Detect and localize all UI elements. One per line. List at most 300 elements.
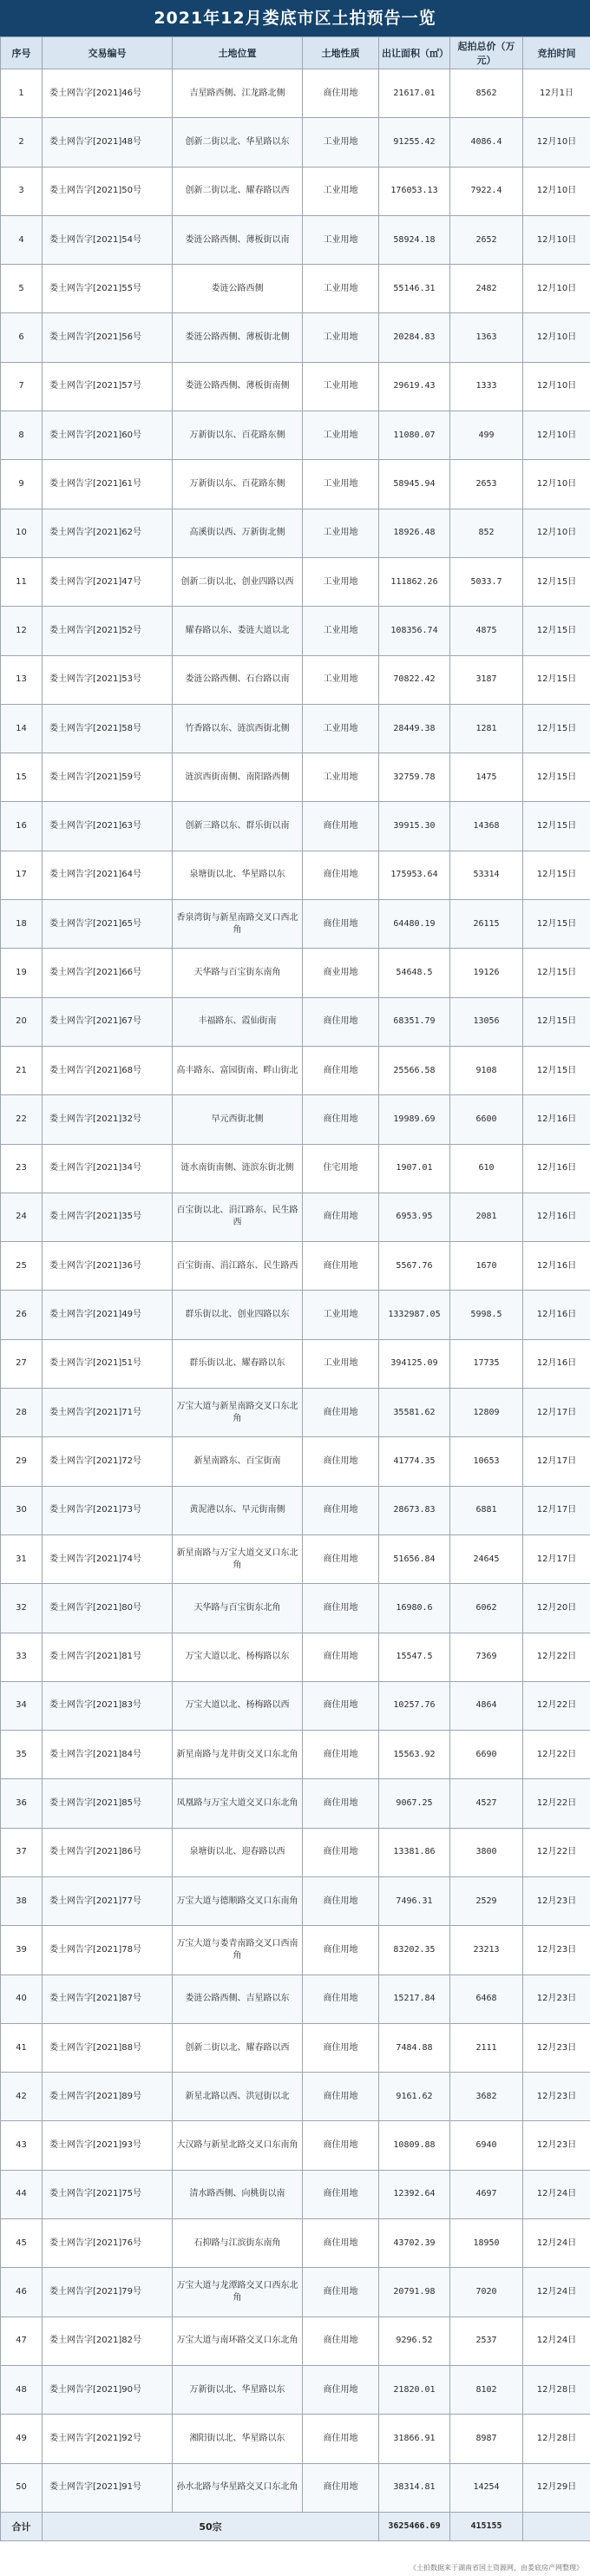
row-location: 万宝大道以北、杨梅路以西	[173, 1681, 303, 1730]
row-location: 竹香路以东、涟滨西街北侧	[173, 704, 303, 752]
row-land-type: 商住用地	[303, 2365, 379, 2414]
row-location: 万新街以东、百花路东侧	[173, 460, 303, 509]
table-row	[1, 851, 590, 899]
page-title: 2021年12月娄底市区土拍预告一览	[0, 0, 590, 36]
row-land-type: 工业用地	[303, 167, 379, 215]
row-land-type: 商住用地	[303, 2415, 379, 2463]
row-land-type: 商住用地	[303, 1731, 379, 1779]
row-index: 47	[1, 2316, 43, 2365]
row-date: 12月22日	[523, 1731, 590, 1779]
row-date: 12月10日	[523, 411, 590, 460]
row-price: 10653	[450, 1437, 523, 1486]
land-auction-table	[0, 36, 590, 2541]
row-date: 12月15日	[523, 900, 590, 949]
row-price: 24645	[450, 1534, 523, 1583]
table-row	[1, 1584, 590, 1633]
row-date: 12月16日	[523, 1339, 590, 1388]
row-area: 9161.62	[379, 2073, 450, 2121]
row-location: 万宝大道与龙潭路交叉口西东北角	[173, 2268, 303, 2316]
row-code: 娄土网告字[2021]34号	[43, 1144, 173, 1193]
row-location: 湘阳街以北、华星路以东	[173, 2415, 303, 2463]
row-price: 9108	[450, 1046, 523, 1094]
row-price: 19126	[450, 949, 523, 997]
row-land-type: 商住用地	[303, 1584, 379, 1633]
row-area: 12392.64	[379, 2170, 450, 2218]
row-price: 2652	[450, 215, 523, 264]
row-land-type: 商住用地	[303, 1779, 379, 1828]
row-code: 娄土网告字[2021]54号	[43, 215, 173, 264]
row-price: 8987	[450, 2415, 523, 2463]
row-index: 46	[1, 2268, 43, 2316]
row-land-type: 工业用地	[303, 215, 379, 264]
table-row	[1, 362, 590, 411]
row-price: 1363	[450, 313, 523, 362]
row-location: 黄泥港以东、早元街南侧	[173, 1486, 303, 1534]
row-area: 175953.64	[379, 851, 450, 899]
row-index: 31	[1, 1534, 43, 1583]
row-index: 6	[1, 313, 43, 362]
row-location: 耀春路以东、娄涟大道以北	[173, 607, 303, 655]
row-price: 6468	[450, 1975, 523, 2023]
row-index: 9	[1, 460, 43, 509]
row-area: 70822.42	[379, 655, 450, 704]
table-row	[1, 265, 590, 313]
row-land-type: 工业用地	[303, 460, 379, 509]
row-price: 2081	[450, 1193, 523, 1241]
row-land-type: 工业用地	[303, 557, 379, 606]
row-price: 18950	[450, 2219, 523, 2268]
row-land-type: 商住用地	[303, 2170, 379, 2218]
row-code: 娄土网告字[2021]92号	[43, 2415, 173, 2463]
table-row	[1, 802, 590, 851]
row-index: 37	[1, 1828, 43, 1876]
table-row	[1, 1291, 590, 1339]
table-row	[1, 2415, 590, 2463]
row-code: 娄土网告字[2021]77号	[43, 1876, 173, 1925]
row-price: 2529	[450, 1876, 523, 1925]
row-area: 18926.48	[379, 509, 450, 557]
row-land-type: 商业用地	[303, 949, 379, 997]
row-area: 176053.13	[379, 167, 450, 215]
row-price: 5998.5	[450, 1291, 523, 1339]
row-price: 23213	[450, 1926, 523, 1975]
row-price: 2653	[450, 460, 523, 509]
row-land-type: 工业用地	[303, 704, 379, 752]
row-location: 万宝大道以北、杨梅路以东	[173, 1633, 303, 1681]
row-code: 娄土网告字[2021]71号	[43, 1389, 173, 1437]
row-date: 12月10日	[523, 215, 590, 264]
row-date: 12月16日	[523, 1291, 590, 1339]
row-location: 万新街以东、百花路东侧	[173, 411, 303, 460]
row-date: 12月23日	[523, 2121, 590, 2170]
row-code: 娄土网告字[2021]93号	[43, 2121, 173, 2170]
table-row	[1, 1681, 590, 1730]
row-location: 石抑路与江滨街东南角	[173, 2219, 303, 2268]
row-index: 36	[1, 1779, 43, 1828]
table-row	[1, 1486, 590, 1534]
row-land-type: 商住用地	[303, 2121, 379, 2170]
row-location: 新星南路与龙井街交叉口东北角	[173, 1731, 303, 1779]
row-price: 26115	[450, 900, 523, 949]
row-date: 12月23日	[523, 1975, 590, 2023]
row-location: 高溪街以西、万新街北侧	[173, 509, 303, 557]
row-location: 清水路西侧、向桃街以南	[173, 2170, 303, 2218]
row-date: 12月22日	[523, 1633, 590, 1681]
row-date: 12月17日	[523, 1437, 590, 1486]
row-land-type: 商住用地	[303, 1046, 379, 1094]
row-code: 娄土网告字[2021]55号	[43, 265, 173, 313]
row-land-type: 工业用地	[303, 313, 379, 362]
row-index: 40	[1, 1975, 43, 2023]
row-land-type: 商住用地	[303, 1975, 379, 2023]
row-price: 2111	[450, 2023, 523, 2072]
table-row	[1, 2170, 590, 2218]
row-index: 16	[1, 802, 43, 851]
row-land-type: 工业用地	[303, 655, 379, 704]
table-row	[1, 1437, 590, 1486]
row-date: 12月16日	[523, 1095, 590, 1144]
row-land-type: 商住用地	[303, 997, 379, 1046]
row-location: 娄涟公路西侧	[173, 265, 303, 313]
row-location: 娄涟公路西侧、薄板街北侧	[173, 313, 303, 362]
row-index: 41	[1, 2023, 43, 2072]
row-index: 32	[1, 1584, 43, 1633]
row-date: 12月10日	[523, 509, 590, 557]
row-index: 25	[1, 1242, 43, 1291]
row-land-type: 工业用地	[303, 362, 379, 411]
table-row	[1, 1633, 590, 1681]
row-area: 29619.43	[379, 362, 450, 411]
row-index: 5	[1, 265, 43, 313]
table-row	[1, 1975, 590, 2023]
row-index: 22	[1, 1095, 43, 1144]
row-land-type: 工业用地	[303, 509, 379, 557]
row-area: 28449.38	[379, 704, 450, 752]
row-code: 娄土网告字[2021]89号	[43, 2073, 173, 2121]
row-code: 娄土网告字[2021]59号	[43, 753, 173, 802]
row-index: 34	[1, 1681, 43, 1730]
table-row	[1, 655, 590, 704]
row-index: 44	[1, 2170, 43, 2218]
table-row	[1, 118, 590, 167]
row-location: 创新二街以北、耀春路以西	[173, 2023, 303, 2072]
row-price: 4527	[450, 1779, 523, 1828]
row-location: 万宝大道与新星南路交叉口东北角	[173, 1389, 303, 1437]
row-area: 394125.09	[379, 1339, 450, 1388]
row-index: 2	[1, 118, 43, 167]
row-date: 12月15日	[523, 802, 590, 851]
row-date: 12月15日	[523, 557, 590, 606]
row-land-type: 商住用地	[303, 2073, 379, 2121]
row-location: 新星南路与万宝大道交叉口东北角	[173, 1534, 303, 1583]
row-date: 12月16日	[523, 1193, 590, 1241]
row-date: 12月23日	[523, 2073, 590, 2121]
row-land-type: 工业用地	[303, 118, 379, 167]
table-row	[1, 1095, 590, 1144]
table-row	[1, 2073, 590, 2121]
row-index: 24	[1, 1193, 43, 1241]
row-location: 新星南路东、百宝街南	[173, 1437, 303, 1486]
row-code: 娄土网告字[2021]78号	[43, 1926, 173, 1975]
row-land-type: 商住用地	[303, 1534, 379, 1583]
row-area: 20284.83	[379, 313, 450, 362]
table-row	[1, 1193, 590, 1241]
row-code: 娄土网告字[2021]52号	[43, 607, 173, 655]
row-price: 6600	[450, 1095, 523, 1144]
row-index: 20	[1, 997, 43, 1046]
row-area: 7496.31	[379, 1876, 450, 1925]
row-index: 50	[1, 2463, 43, 2512]
row-land-type: 商住用地	[303, 1633, 379, 1681]
row-location: 新星北路以西、洪冠街以北	[173, 2073, 303, 2121]
row-code: 娄土网告字[2021]79号	[43, 2268, 173, 2316]
row-price: 5033.7	[450, 557, 523, 606]
row-area: 10809.88	[379, 2121, 450, 2170]
row-code: 娄土网告字[2021]66号	[43, 949, 173, 997]
row-area: 21617.01	[379, 69, 450, 118]
row-land-type: 商住用地	[303, 1681, 379, 1730]
row-area: 16980.6	[379, 1584, 450, 1633]
table-header-row	[1, 37, 590, 69]
row-area: 43702.39	[379, 2219, 450, 2268]
row-code: 娄土网告字[2021]80号	[43, 1584, 173, 1633]
row-index: 14	[1, 704, 43, 752]
row-price: 2537	[450, 2316, 523, 2365]
totals-count: 50宗	[43, 2512, 379, 2540]
row-price: 1333	[450, 362, 523, 411]
row-date: 12月24日	[523, 2316, 590, 2365]
table-row	[1, 509, 590, 557]
row-price: 8562	[450, 69, 523, 118]
table-row	[1, 69, 590, 118]
row-price: 13056	[450, 997, 523, 1046]
row-date: 12月28日	[523, 2415, 590, 2463]
row-index: 33	[1, 1633, 43, 1681]
row-price: 17735	[450, 1339, 523, 1388]
table-row	[1, 2219, 590, 2268]
table-row	[1, 2316, 590, 2365]
row-area: 15563.92	[379, 1731, 450, 1779]
row-index: 26	[1, 1291, 43, 1339]
row-location: 孙水北路与华星路交叉口东北角	[173, 2463, 303, 2512]
table-row	[1, 215, 590, 264]
row-area: 108356.74	[379, 607, 450, 655]
header-location: 土地位置	[173, 37, 303, 69]
row-location: 丰福路东、霞仙街南	[173, 997, 303, 1046]
row-land-type: 工业用地	[303, 265, 379, 313]
row-code: 娄土网告字[2021]67号	[43, 997, 173, 1046]
row-location: 高丰路东、富园街南、畔山街北	[173, 1046, 303, 1094]
row-code: 娄土网告字[2021]88号	[43, 2023, 173, 2072]
row-index: 3	[1, 167, 43, 215]
row-date: 12月15日	[523, 851, 590, 899]
row-land-type: 商住用地	[303, 2219, 379, 2268]
row-price: 7020	[450, 2268, 523, 2316]
row-code: 娄土网告字[2021]50号	[43, 167, 173, 215]
row-area: 15547.5	[379, 1633, 450, 1681]
row-index: 42	[1, 2073, 43, 2121]
row-code: 娄土网告字[2021]91号	[43, 2463, 173, 2512]
row-code: 娄土网告字[2021]65号	[43, 900, 173, 949]
header-index: 序号	[1, 37, 43, 69]
row-area: 41774.35	[379, 1437, 450, 1486]
table-row	[1, 557, 590, 606]
row-index: 45	[1, 2219, 43, 2268]
row-area: 28673.83	[379, 1486, 450, 1534]
row-date: 12月16日	[523, 1242, 590, 1291]
row-area: 55146.31	[379, 265, 450, 313]
row-code: 娄土网告字[2021]57号	[43, 362, 173, 411]
row-index: 1	[1, 69, 43, 118]
row-index: 8	[1, 411, 43, 460]
row-location: 创新三路以东、群乐街以南	[173, 802, 303, 851]
row-area: 15217.84	[379, 1975, 450, 2023]
row-area: 7484.88	[379, 2023, 450, 2072]
row-area: 32759.78	[379, 753, 450, 802]
row-location: 群乐街以北、创业四路以东	[173, 1291, 303, 1339]
row-land-type: 商住用地	[303, 1389, 379, 1437]
row-index: 23	[1, 1144, 43, 1193]
row-date: 12月10日	[523, 265, 590, 313]
row-location: 泉塘街以北、迎春路以西	[173, 1828, 303, 1876]
table-body	[1, 69, 590, 2513]
table-row	[1, 1046, 590, 1094]
row-code: 娄土网告字[2021]58号	[43, 704, 173, 752]
totals-area: 3625466.69	[379, 2512, 450, 2540]
row-location: 天华路与百宝街东北角	[173, 1584, 303, 1633]
row-area: 38314.81	[379, 2463, 450, 2512]
row-date: 12月15日	[523, 655, 590, 704]
row-location: 娄涟公路西侧、吉星路以东	[173, 1975, 303, 2023]
row-area: 68351.79	[379, 997, 450, 1046]
row-location: 凤凰路与万宝大道交叉口东北角	[173, 1779, 303, 1828]
row-location: 涟水南街南侧、涟滨东街北侧	[173, 1144, 303, 1193]
row-code: 娄土网告字[2021]63号	[43, 802, 173, 851]
source-footnote: 《土拍数据来于湖南省国土资源网，由娄底房产网整理》	[410, 2564, 583, 2572]
row-land-type: 工业用地	[303, 1291, 379, 1339]
row-location: 天华路与百宝街东南角	[173, 949, 303, 997]
row-area: 21820.01	[379, 2365, 450, 2414]
row-area: 31866.91	[379, 2415, 450, 2463]
table-row	[1, 1144, 590, 1193]
row-date: 12月10日	[523, 313, 590, 362]
row-land-type: 工业用地	[303, 607, 379, 655]
row-date: 12月16日	[523, 1144, 590, 1193]
row-code: 娄土网告字[2021]68号	[43, 1046, 173, 1094]
row-price: 1475	[450, 753, 523, 802]
header-land-type: 土地性质	[303, 37, 379, 69]
row-area: 20791.98	[379, 2268, 450, 2316]
row-index: 35	[1, 1731, 43, 1779]
row-area: 83202.35	[379, 1926, 450, 1975]
row-area: 25566.58	[379, 1046, 450, 1094]
row-location: 万宝大道与娄青南路交叉口西南角	[173, 1926, 303, 1975]
row-area: 58945.94	[379, 460, 450, 509]
row-price: 2482	[450, 265, 523, 313]
row-code: 娄土网告字[2021]87号	[43, 1975, 173, 2023]
row-area: 6953.95	[379, 1193, 450, 1241]
table-row	[1, 2268, 590, 2316]
row-date: 12月15日	[523, 704, 590, 752]
table-row	[1, 1731, 590, 1779]
row-location: 香泉湾街与新星南路交叉口西北角	[173, 900, 303, 949]
row-location: 万宝大道与南环路交叉口东北角	[173, 2316, 303, 2365]
row-index: 48	[1, 2365, 43, 2414]
row-code: 娄土网告字[2021]62号	[43, 509, 173, 557]
row-area: 58924.18	[379, 215, 450, 264]
row-land-type: 商住用地	[303, 2268, 379, 2316]
row-index: 12	[1, 607, 43, 655]
row-date: 12月17日	[523, 1534, 590, 1583]
row-date: 12月17日	[523, 1486, 590, 1534]
row-code: 娄土网告字[2021]84号	[43, 1731, 173, 1779]
row-index: 49	[1, 2415, 43, 2463]
row-date: 12月23日	[523, 1926, 590, 1975]
row-price: 7922.4	[450, 167, 523, 215]
table-row	[1, 1779, 590, 1828]
row-date: 12月15日	[523, 1046, 590, 1094]
table-row	[1, 167, 590, 215]
row-index: 27	[1, 1339, 43, 1388]
header-date: 竞拍时间	[523, 37, 590, 69]
table-row	[1, 1389, 590, 1437]
row-area: 51656.84	[379, 1534, 450, 1583]
row-price: 7369	[450, 1633, 523, 1681]
table-row	[1, 1828, 590, 1876]
row-index: 30	[1, 1486, 43, 1534]
row-location: 泉塘街以北、华星路以东	[173, 851, 303, 899]
row-area: 111862.26	[379, 557, 450, 606]
row-code: 娄土网告字[2021]48号	[43, 118, 173, 167]
row-land-type: 商住用地	[303, 69, 379, 118]
row-price: 14368	[450, 802, 523, 851]
row-date: 12月24日	[523, 2170, 590, 2218]
row-code: 娄土网告字[2021]74号	[43, 1534, 173, 1583]
row-price: 3800	[450, 1828, 523, 1876]
table-row	[1, 1926, 590, 1975]
table-row	[1, 460, 590, 509]
row-index: 7	[1, 362, 43, 411]
row-date: 12月23日	[523, 1876, 590, 1925]
table-row	[1, 607, 590, 655]
row-date: 12月23日	[523, 2023, 590, 2072]
row-land-type: 商住用地	[303, 851, 379, 899]
row-location: 早元西街北侧	[173, 1095, 303, 1144]
row-index: 17	[1, 851, 43, 899]
row-date: 12月10日	[523, 167, 590, 215]
row-price: 6881	[450, 1486, 523, 1534]
row-location: 创新二街以北、华星路以东	[173, 118, 303, 167]
row-land-type: 工业用地	[303, 1339, 379, 1388]
row-price: 4697	[450, 2170, 523, 2218]
row-code: 娄土网告字[2021]46号	[43, 69, 173, 118]
row-area: 1907.01	[379, 1144, 450, 1193]
row-code: 娄土网告字[2021]86号	[43, 1828, 173, 1876]
table-row	[1, 900, 590, 949]
row-location: 群乐街以北、耀春路以东	[173, 1339, 303, 1388]
totals-price: 415155	[450, 2512, 523, 2540]
row-price: 12809	[450, 1389, 523, 1437]
row-date: 12月15日	[523, 607, 590, 655]
row-code: 娄土网告字[2021]60号	[43, 411, 173, 460]
row-location: 百宝街南、涓江路东、民生路西	[173, 1242, 303, 1291]
row-land-type: 商住用地	[303, 1095, 379, 1144]
row-price: 53314	[450, 851, 523, 899]
row-land-type: 商住用地	[303, 1828, 379, 1876]
row-area: 39915.30	[379, 802, 450, 851]
row-location: 创新二街以北、创业四路以西	[173, 557, 303, 606]
row-land-type: 商住用地	[303, 1437, 379, 1486]
